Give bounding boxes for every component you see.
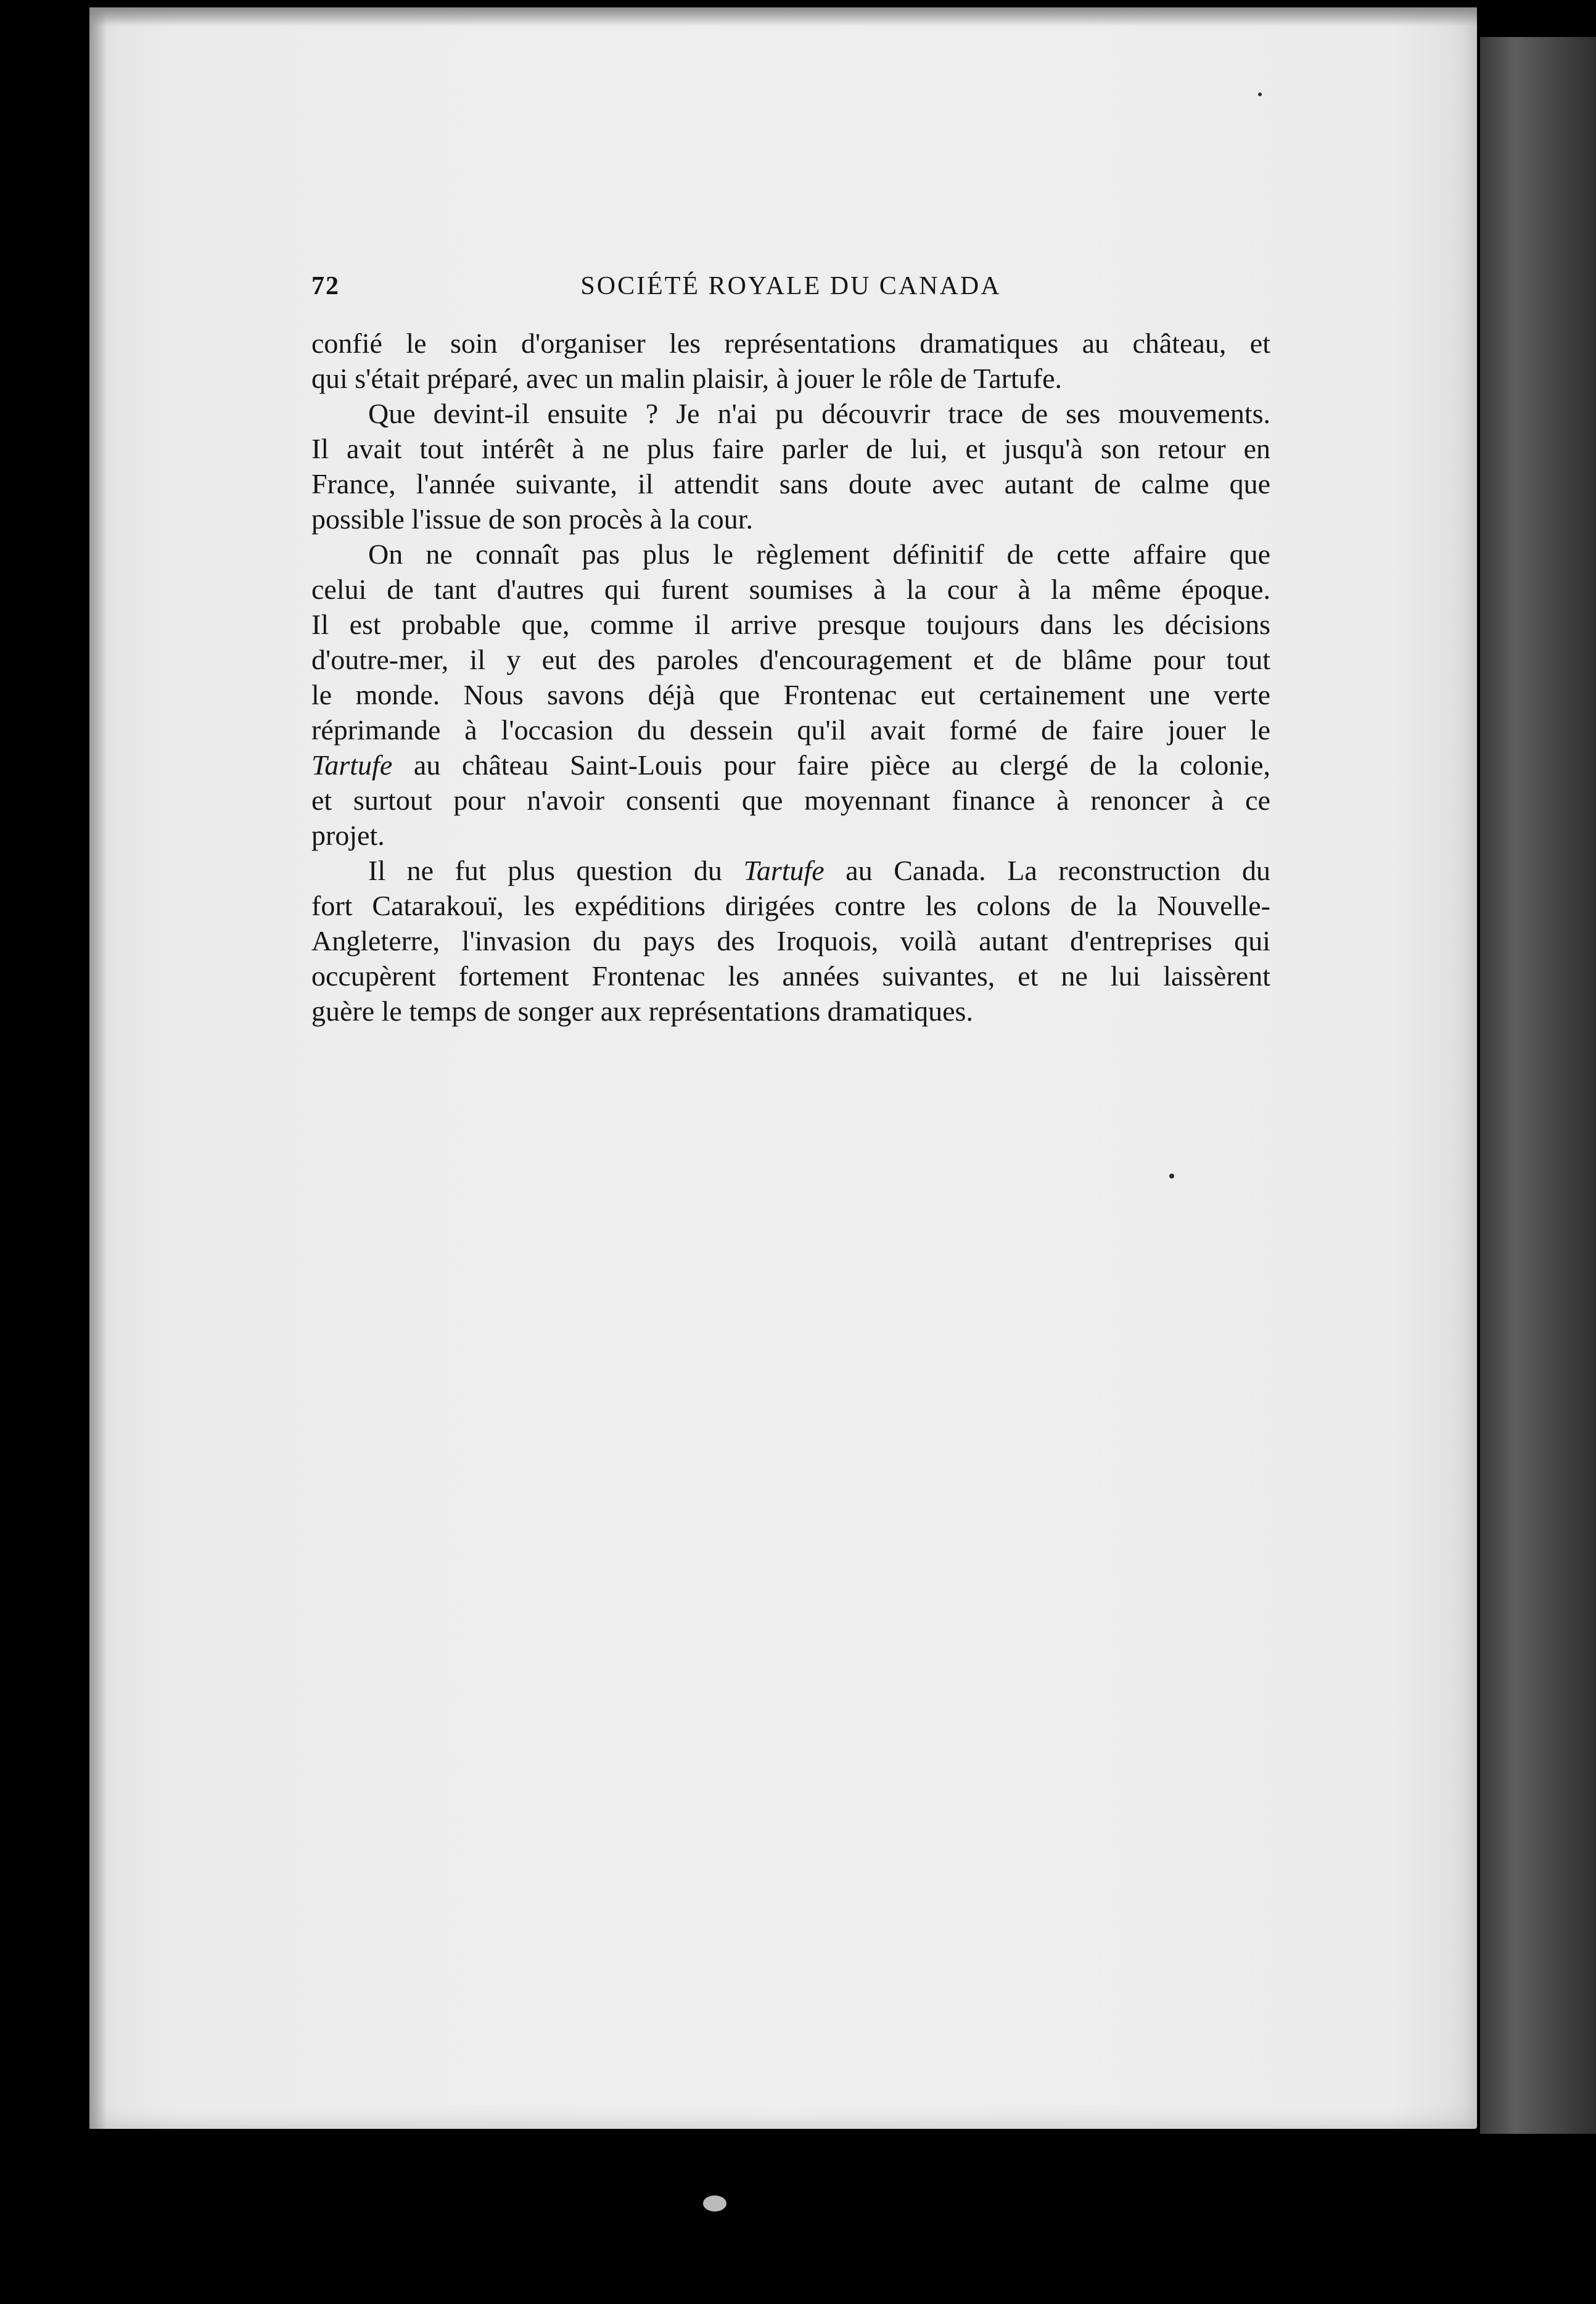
page-top-shadow <box>89 7 1477 26</box>
text-line: celui de tant d'autres qui furent soumises à la cour à la même époque. <box>311 574 1270 605</box>
text-line: réprimande à l'occasion du dessein qu'il avait formé de faire jouer le <box>311 714 1270 746</box>
text-line: Angleterre, l'invasion du pays des Iroquois, voilà autant d'entreprises qui <box>311 925 1270 957</box>
running-head <box>311 271 1270 308</box>
text-line: qui s'était préparé, avec un malin plaisir, à jouer le rôle de Tartufe. <box>311 363 1063 394</box>
paragraph-3 <box>311 537 1270 853</box>
speck <box>1169 1174 1174 1179</box>
text-line: fort Catarakouï, les expéditions dirigées contre les colons de la Nouvelle- <box>311 890 1270 921</box>
text-line: occupèrent fortement Frontenac les années suivantes, et ne lui laissèrent <box>311 960 1270 992</box>
text-line: On ne connaît pas plus le règlement définitif de cette affaire que <box>368 538 1270 570</box>
text-span: Il ne fut plus question du <box>368 855 744 886</box>
text-line <box>311 747 1270 783</box>
journal-title: SOCIÉTÉ ROYALE DU CANADA <box>580 272 1002 300</box>
speck <box>1258 93 1262 96</box>
text-line: Il avait tout intérêt à ne plus faire parler de lui, et jusqu'à son retour en <box>311 433 1270 464</box>
text-line: le monde. Nous savons déjà que Frontenac eut certainement une verte <box>311 679 1270 710</box>
text-line <box>311 853 1270 888</box>
text-line: confié le soin d'organiser les représentations dramatiques au château, et <box>311 327 1270 359</box>
text-line: guère le temps de songer aux représentations dramatiques. <box>311 995 973 1027</box>
text-line: Que devint-il ensuite ? Je n'ai pu découvrir trace de ses mouvements. <box>368 398 1270 429</box>
page-gutter-shadow <box>89 7 107 2129</box>
italic-title: Tartufe <box>743 855 825 886</box>
paragraph-2 <box>311 396 1270 537</box>
page-number: 72 <box>311 272 340 300</box>
italic-title: Tartufe <box>311 749 393 781</box>
adjacent-page-edge <box>1480 37 1596 2134</box>
paragraph-1 <box>311 326 1270 396</box>
text-span: au Canada. La reconstruction du <box>824 855 1270 886</box>
text-line: projet. <box>311 820 385 851</box>
text-line: d'outre-mer, il y eut des paroles d'encouragement et de blâme pour tout <box>311 644 1270 675</box>
text-line: Il est probable que, comme il arrive presque toujours dans les décisions <box>311 609 1270 640</box>
page-text-block <box>311 271 1270 1029</box>
paragraph-4 <box>311 853 1270 1029</box>
text-line: et surtout pour n'avoir consenti que moyennant finance à renoncer à ce <box>311 784 1270 816</box>
speck <box>703 2195 726 2211</box>
text-line: France, l'année suivante, il attendit sans doute avec autant de calme que <box>311 468 1270 500</box>
text-span: au château Saint-Louis pour faire pièce au clergé de la colonie, <box>392 749 1270 781</box>
text-line: possible l'issue de son procès à la cour. <box>311 503 754 535</box>
